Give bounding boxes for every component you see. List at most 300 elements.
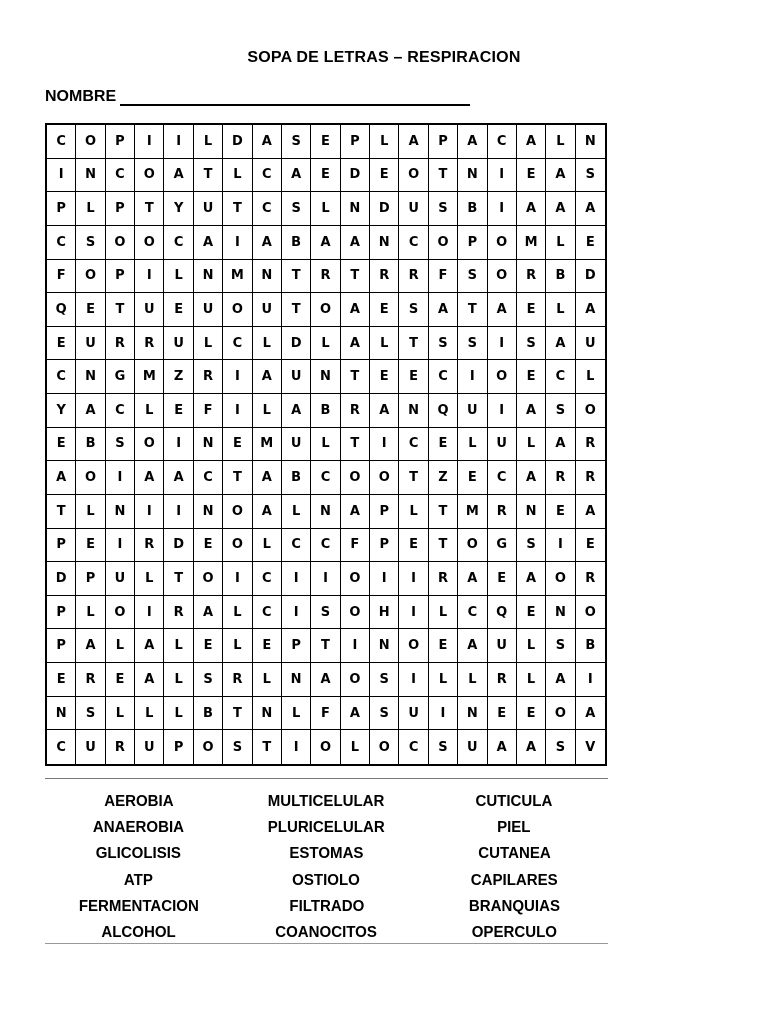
- grid-cell[interactable]: C: [429, 360, 458, 394]
- grid-cell[interactable]: A: [135, 663, 164, 697]
- grid-cell[interactable]: I: [47, 159, 76, 193]
- grid-cell[interactable]: T: [223, 192, 252, 226]
- grid-cell[interactable]: L: [517, 428, 546, 462]
- grid-cell[interactable]: U: [576, 327, 605, 361]
- grid-cell[interactable]: L: [164, 663, 193, 697]
- grid-cell[interactable]: C: [488, 461, 517, 495]
- grid-cell[interactable]: A: [135, 629, 164, 663]
- grid-cell[interactable]: E: [76, 293, 105, 327]
- grid-cell[interactable]: C: [194, 461, 223, 495]
- grid-cell[interactable]: U: [458, 394, 487, 428]
- grid-cell[interactable]: E: [311, 125, 340, 159]
- grid-cell[interactable]: P: [47, 192, 76, 226]
- grid-cell[interactable]: Z: [429, 461, 458, 495]
- grid-cell[interactable]: P: [47, 629, 76, 663]
- grid-cell[interactable]: C: [47, 125, 76, 159]
- grid-cell[interactable]: U: [282, 428, 311, 462]
- grid-cell[interactable]: A: [282, 394, 311, 428]
- grid-cell[interactable]: E: [311, 159, 340, 193]
- grid-cell[interactable]: P: [106, 125, 135, 159]
- grid-cell[interactable]: I: [370, 562, 399, 596]
- grid-cell[interactable]: A: [341, 327, 370, 361]
- grid-cell[interactable]: U: [76, 730, 105, 764]
- grid-cell[interactable]: I: [399, 562, 428, 596]
- grid-cell[interactable]: U: [399, 697, 428, 731]
- grid-cell[interactable]: O: [399, 159, 428, 193]
- grid-cell[interactable]: C: [311, 461, 340, 495]
- grid-cell[interactable]: L: [458, 663, 487, 697]
- grid-cell[interactable]: L: [223, 159, 252, 193]
- name-blank-line[interactable]: [120, 87, 470, 106]
- grid-cell[interactable]: A: [47, 461, 76, 495]
- grid-cell[interactable]: T: [399, 461, 428, 495]
- grid-cell[interactable]: E: [194, 529, 223, 563]
- grid-cell[interactable]: O: [76, 260, 105, 294]
- grid-cell[interactable]: Q: [47, 293, 76, 327]
- grid-cell[interactable]: A: [517, 192, 546, 226]
- grid-cell[interactable]: U: [399, 192, 428, 226]
- grid-cell[interactable]: I: [223, 562, 252, 596]
- grid-cell[interactable]: B: [282, 226, 311, 260]
- grid-cell[interactable]: I: [223, 360, 252, 394]
- grid-cell[interactable]: P: [282, 629, 311, 663]
- grid-cell[interactable]: A: [253, 125, 282, 159]
- grid-cell[interactable]: A: [546, 159, 575, 193]
- grid-cell[interactable]: A: [341, 495, 370, 529]
- grid-cell[interactable]: L: [223, 629, 252, 663]
- grid-cell[interactable]: C: [399, 428, 428, 462]
- grid-cell[interactable]: N: [47, 697, 76, 731]
- grid-cell[interactable]: C: [253, 159, 282, 193]
- grid-cell[interactable]: O: [311, 293, 340, 327]
- grid-cell[interactable]: F: [311, 697, 340, 731]
- grid-cell[interactable]: A: [282, 159, 311, 193]
- grid-cell[interactable]: E: [488, 697, 517, 731]
- grid-cell[interactable]: I: [135, 495, 164, 529]
- grid-cell[interactable]: D: [164, 529, 193, 563]
- grid-cell[interactable]: E: [253, 629, 282, 663]
- grid-cell[interactable]: R: [194, 360, 223, 394]
- grid-cell[interactable]: R: [106, 327, 135, 361]
- grid-cell[interactable]: R: [341, 394, 370, 428]
- grid-cell[interactable]: L: [194, 125, 223, 159]
- grid-cell[interactable]: O: [488, 226, 517, 260]
- grid-cell[interactable]: C: [399, 730, 428, 764]
- grid-cell[interactable]: H: [370, 596, 399, 630]
- grid-cell[interactable]: Y: [47, 394, 76, 428]
- grid-cell[interactable]: Q: [488, 596, 517, 630]
- grid-cell[interactable]: E: [106, 663, 135, 697]
- grid-cell[interactable]: R: [576, 461, 605, 495]
- grid-cell[interactable]: R: [106, 730, 135, 764]
- grid-cell[interactable]: L: [164, 697, 193, 731]
- grid-cell[interactable]: N: [370, 226, 399, 260]
- grid-cell[interactable]: I: [576, 663, 605, 697]
- grid-cell[interactable]: N: [311, 360, 340, 394]
- grid-cell[interactable]: C: [311, 529, 340, 563]
- grid-cell[interactable]: U: [164, 327, 193, 361]
- grid-cell[interactable]: F: [47, 260, 76, 294]
- grid-cell[interactable]: D: [576, 260, 605, 294]
- grid-cell[interactable]: P: [106, 260, 135, 294]
- grid-cell[interactable]: S: [546, 629, 575, 663]
- grid-cell[interactable]: E: [47, 327, 76, 361]
- grid-cell[interactable]: L: [253, 663, 282, 697]
- grid-cell[interactable]: A: [164, 159, 193, 193]
- grid-cell[interactable]: I: [106, 529, 135, 563]
- grid-cell[interactable]: B: [311, 394, 340, 428]
- grid-cell[interactable]: L: [253, 529, 282, 563]
- grid-cell[interactable]: B: [576, 629, 605, 663]
- grid-cell[interactable]: N: [194, 260, 223, 294]
- grid-cell[interactable]: O: [106, 226, 135, 260]
- grid-cell[interactable]: R: [546, 461, 575, 495]
- grid-cell[interactable]: N: [458, 159, 487, 193]
- grid-cell[interactable]: U: [488, 629, 517, 663]
- grid-cell[interactable]: N: [194, 495, 223, 529]
- grid-cell[interactable]: R: [223, 663, 252, 697]
- grid-cell[interactable]: S: [106, 428, 135, 462]
- grid-cell[interactable]: U: [458, 730, 487, 764]
- grid-cell[interactable]: C: [253, 192, 282, 226]
- grid-cell[interactable]: P: [429, 125, 458, 159]
- grid-cell[interactable]: I: [458, 360, 487, 394]
- grid-cell[interactable]: A: [341, 697, 370, 731]
- grid-cell[interactable]: I: [135, 125, 164, 159]
- grid-cell[interactable]: A: [194, 596, 223, 630]
- grid-cell[interactable]: C: [106, 394, 135, 428]
- grid-cell[interactable]: O: [370, 730, 399, 764]
- grid-cell[interactable]: D: [47, 562, 76, 596]
- grid-cell[interactable]: E: [370, 360, 399, 394]
- grid-cell[interactable]: E: [399, 360, 428, 394]
- grid-cell[interactable]: A: [311, 663, 340, 697]
- grid-cell[interactable]: N: [253, 697, 282, 731]
- grid-cell[interactable]: T: [341, 428, 370, 462]
- grid-cell[interactable]: O: [135, 428, 164, 462]
- grid-cell[interactable]: A: [76, 394, 105, 428]
- grid-cell[interactable]: S: [370, 663, 399, 697]
- grid-cell[interactable]: C: [47, 226, 76, 260]
- grid-cell[interactable]: L: [370, 327, 399, 361]
- grid-cell[interactable]: A: [546, 428, 575, 462]
- grid-cell[interactable]: E: [223, 428, 252, 462]
- grid-cell[interactable]: N: [253, 260, 282, 294]
- grid-cell[interactable]: O: [488, 360, 517, 394]
- grid-cell[interactable]: E: [429, 629, 458, 663]
- grid-cell[interactable]: V: [585, 739, 596, 755]
- grid-cell[interactable]: S: [370, 697, 399, 731]
- grid-cell[interactable]: N: [517, 495, 546, 529]
- grid-cell[interactable]: S: [458, 260, 487, 294]
- grid-cell[interactable]: E: [517, 360, 546, 394]
- grid-cell[interactable]: U: [76, 327, 105, 361]
- grid-cell[interactable]: N: [546, 596, 575, 630]
- grid-cell[interactable]: C: [253, 596, 282, 630]
- grid-cell[interactable]: L: [135, 394, 164, 428]
- grid-cell[interactable]: M: [135, 360, 164, 394]
- grid-cell[interactable]: E: [488, 562, 517, 596]
- grid-cell[interactable]: L: [370, 125, 399, 159]
- grid-cell[interactable]: G: [106, 360, 135, 394]
- grid-cell[interactable]: I: [135, 260, 164, 294]
- grid-cell[interactable]: C: [47, 360, 76, 394]
- grid-cell[interactable]: S: [546, 730, 575, 764]
- grid-cell[interactable]: I: [282, 562, 311, 596]
- grid-cell[interactable]: L: [76, 596, 105, 630]
- grid-cell[interactable]: P: [76, 562, 105, 596]
- grid-cell[interactable]: A: [253, 461, 282, 495]
- grid-cell[interactable]: I: [341, 629, 370, 663]
- grid-cell[interactable]: C: [106, 159, 135, 193]
- grid-cell[interactable]: O: [311, 730, 340, 764]
- grid-cell[interactable]: A: [458, 562, 487, 596]
- grid-cell[interactable]: T: [341, 260, 370, 294]
- grid-cell[interactable]: U: [135, 293, 164, 327]
- grid-cell[interactable]: L: [517, 629, 546, 663]
- grid-cell[interactable]: L: [253, 394, 282, 428]
- grid-cell[interactable]: L: [135, 562, 164, 596]
- grid-cell[interactable]: E: [47, 428, 76, 462]
- grid-cell[interactable]: S: [546, 394, 575, 428]
- grid-cell[interactable]: R: [370, 260, 399, 294]
- grid-cell[interactable]: A: [135, 461, 164, 495]
- grid-cell[interactable]: I: [488, 394, 517, 428]
- grid-cell[interactable]: E: [399, 529, 428, 563]
- grid-cell[interactable]: A: [576, 697, 605, 731]
- grid-cell[interactable]: E: [47, 663, 76, 697]
- grid-cell[interactable]: O: [341, 461, 370, 495]
- grid-cell[interactable]: L: [106, 697, 135, 731]
- grid-cell[interactable]: E: [429, 428, 458, 462]
- grid-cell[interactable]: R: [429, 562, 458, 596]
- grid-cell[interactable]: L: [164, 629, 193, 663]
- grid-cell[interactable]: Q: [429, 394, 458, 428]
- grid-cell[interactable]: B: [76, 428, 105, 462]
- grid-cell[interactable]: I: [164, 428, 193, 462]
- grid-cell[interactable]: I: [546, 529, 575, 563]
- grid-cell[interactable]: O: [194, 730, 223, 764]
- grid-cell[interactable]: E: [370, 159, 399, 193]
- grid-cell[interactable]: O: [106, 596, 135, 630]
- grid-cell[interactable]: N: [194, 428, 223, 462]
- grid-cell[interactable]: L: [282, 697, 311, 731]
- grid-cell[interactable]: L: [576, 360, 605, 394]
- grid-cell[interactable]: T: [429, 495, 458, 529]
- grid-cell[interactable]: A: [576, 293, 605, 327]
- grid-cell[interactable]: D: [370, 192, 399, 226]
- grid-cell[interactable]: D: [341, 159, 370, 193]
- grid-cell[interactable]: S: [517, 327, 546, 361]
- grid-cell[interactable]: O: [576, 596, 605, 630]
- grid-cell[interactable]: A: [488, 730, 517, 764]
- grid-cell[interactable]: I: [429, 697, 458, 731]
- grid-cell[interactable]: B: [282, 461, 311, 495]
- grid-cell[interactable]: I: [223, 394, 252, 428]
- grid-cell[interactable]: S: [517, 529, 546, 563]
- grid-cell[interactable]: U: [282, 360, 311, 394]
- grid-cell[interactable]: T: [311, 629, 340, 663]
- grid-cell[interactable]: E: [76, 529, 105, 563]
- grid-cell[interactable]: A: [546, 663, 575, 697]
- grid-cell[interactable]: I: [135, 596, 164, 630]
- grid-cell[interactable]: A: [311, 226, 340, 260]
- grid-cell[interactable]: N: [370, 629, 399, 663]
- grid-cell[interactable]: M: [223, 260, 252, 294]
- grid-cell[interactable]: N: [399, 394, 428, 428]
- grid-cell[interactable]: T: [429, 159, 458, 193]
- grid-cell[interactable]: I: [282, 596, 311, 630]
- grid-cell[interactable]: R: [76, 663, 105, 697]
- grid-cell[interactable]: A: [517, 461, 546, 495]
- grid-cell[interactable]: L: [253, 327, 282, 361]
- grid-cell[interactable]: P: [164, 730, 193, 764]
- grid-cell[interactable]: I: [164, 495, 193, 529]
- grid-cell[interactable]: O: [135, 159, 164, 193]
- grid-cell[interactable]: P: [47, 596, 76, 630]
- grid-cell[interactable]: P: [341, 125, 370, 159]
- grid-cell[interactable]: A: [253, 495, 282, 529]
- grid-cell[interactable]: L: [135, 697, 164, 731]
- grid-cell[interactable]: T: [253, 730, 282, 764]
- grid-cell[interactable]: L: [429, 663, 458, 697]
- grid-cell[interactable]: S: [282, 125, 311, 159]
- grid-cell[interactable]: M: [253, 428, 282, 462]
- grid-cell[interactable]: O: [429, 226, 458, 260]
- grid-cell[interactable]: O: [223, 495, 252, 529]
- grid-cell[interactable]: O: [76, 461, 105, 495]
- grid-cell[interactable]: L: [194, 327, 223, 361]
- grid-cell[interactable]: R: [135, 327, 164, 361]
- grid-cell[interactable]: S: [576, 159, 605, 193]
- grid-cell[interactable]: A: [341, 226, 370, 260]
- grid-cell[interactable]: T: [164, 562, 193, 596]
- grid-cell[interactable]: L: [429, 596, 458, 630]
- grid-cell[interactable]: I: [488, 327, 517, 361]
- grid-cell[interactable]: O: [135, 226, 164, 260]
- grid-cell[interactable]: A: [546, 327, 575, 361]
- grid-cell[interactable]: O: [370, 461, 399, 495]
- grid-cell[interactable]: T: [223, 697, 252, 731]
- grid-cell[interactable]: T: [194, 159, 223, 193]
- grid-cell[interactable]: C: [546, 360, 575, 394]
- grid-cell[interactable]: N: [311, 495, 340, 529]
- grid-cell[interactable]: S: [429, 327, 458, 361]
- grid-cell[interactable]: E: [576, 529, 605, 563]
- grid-cell[interactable]: L: [546, 226, 575, 260]
- grid-cell[interactable]: P: [458, 226, 487, 260]
- grid-cell[interactable]: E: [517, 159, 546, 193]
- grid-cell[interactable]: L: [311, 192, 340, 226]
- grid-cell[interactable]: L: [311, 428, 340, 462]
- grid-cell[interactable]: A: [341, 293, 370, 327]
- grid-cell[interactable]: P: [370, 529, 399, 563]
- grid-cell[interactable]: S: [76, 226, 105, 260]
- grid-cell[interactable]: S: [282, 192, 311, 226]
- grid-cell[interactable]: I: [223, 226, 252, 260]
- grid-cell[interactable]: M: [517, 226, 546, 260]
- grid-cell[interactable]: L: [546, 125, 575, 159]
- grid-cell[interactable]: N: [576, 125, 605, 159]
- grid-cell[interactable]: U: [194, 293, 223, 327]
- grid-cell[interactable]: E: [517, 596, 546, 630]
- grid-cell[interactable]: R: [488, 663, 517, 697]
- grid-cell[interactable]: A: [76, 629, 105, 663]
- grid-cell[interactable]: I: [282, 730, 311, 764]
- grid-cell[interactable]: T: [399, 327, 428, 361]
- grid-cell[interactable]: E: [164, 293, 193, 327]
- grid-cell[interactable]: A: [253, 360, 282, 394]
- grid-cell[interactable]: E: [517, 697, 546, 731]
- grid-cell[interactable]: S: [223, 730, 252, 764]
- grid-cell[interactable]: O: [194, 562, 223, 596]
- grid-cell[interactable]: E: [458, 461, 487, 495]
- grid-cell[interactable]: N: [106, 495, 135, 529]
- grid-cell[interactable]: E: [576, 226, 605, 260]
- grid-cell[interactable]: C: [47, 730, 76, 764]
- grid-cell[interactable]: D: [282, 327, 311, 361]
- grid-cell[interactable]: O: [546, 697, 575, 731]
- grid-cell[interactable]: M: [458, 495, 487, 529]
- grid-cell[interactable]: R: [576, 562, 605, 596]
- grid-cell[interactable]: E: [370, 293, 399, 327]
- grid-cell[interactable]: A: [576, 495, 605, 529]
- grid-cell[interactable]: T: [223, 461, 252, 495]
- grid-cell[interactable]: D: [223, 125, 252, 159]
- grid-cell[interactable]: L: [517, 663, 546, 697]
- grid-cell[interactable]: P: [47, 529, 76, 563]
- grid-cell[interactable]: T: [135, 192, 164, 226]
- grid-cell[interactable]: S: [399, 293, 428, 327]
- grid-cell[interactable]: E: [517, 293, 546, 327]
- grid-cell[interactable]: C: [253, 562, 282, 596]
- grid-cell[interactable]: A: [546, 192, 575, 226]
- grid-cell[interactable]: P: [370, 495, 399, 529]
- grid-cell[interactable]: R: [488, 495, 517, 529]
- grid-cell[interactable]: L: [546, 293, 575, 327]
- grid-cell[interactable]: A: [399, 125, 428, 159]
- grid-cell[interactable]: A: [488, 293, 517, 327]
- grid-cell[interactable]: S: [311, 596, 340, 630]
- grid-cell[interactable]: N: [76, 360, 105, 394]
- grid-cell[interactable]: I: [488, 192, 517, 226]
- grid-cell[interactable]: O: [488, 260, 517, 294]
- grid-cell[interactable]: I: [399, 663, 428, 697]
- grid-cell[interactable]: S: [429, 192, 458, 226]
- grid-cell[interactable]: C: [282, 529, 311, 563]
- grid-cell[interactable]: T: [47, 495, 76, 529]
- grid-cell[interactable]: B: [458, 192, 487, 226]
- grid-cell[interactable]: R: [399, 260, 428, 294]
- grid-cell[interactable]: A: [429, 293, 458, 327]
- grid-cell[interactable]: Y: [164, 192, 193, 226]
- grid-cell[interactable]: E: [194, 629, 223, 663]
- grid-cell[interactable]: L: [223, 596, 252, 630]
- grid-cell[interactable]: A: [164, 461, 193, 495]
- grid-cell[interactable]: C: [458, 596, 487, 630]
- grid-cell[interactable]: L: [458, 428, 487, 462]
- grid-cell[interactable]: A: [194, 226, 223, 260]
- grid-cell[interactable]: O: [399, 629, 428, 663]
- grid-cell[interactable]: U: [488, 428, 517, 462]
- grid-cell[interactable]: S: [429, 730, 458, 764]
- grid-cell[interactable]: N: [76, 159, 105, 193]
- grid-cell[interactable]: O: [341, 562, 370, 596]
- grid-cell[interactable]: I: [488, 159, 517, 193]
- grid-cell[interactable]: O: [576, 394, 605, 428]
- grid-cell[interactable]: L: [282, 495, 311, 529]
- grid-cell[interactable]: C: [164, 226, 193, 260]
